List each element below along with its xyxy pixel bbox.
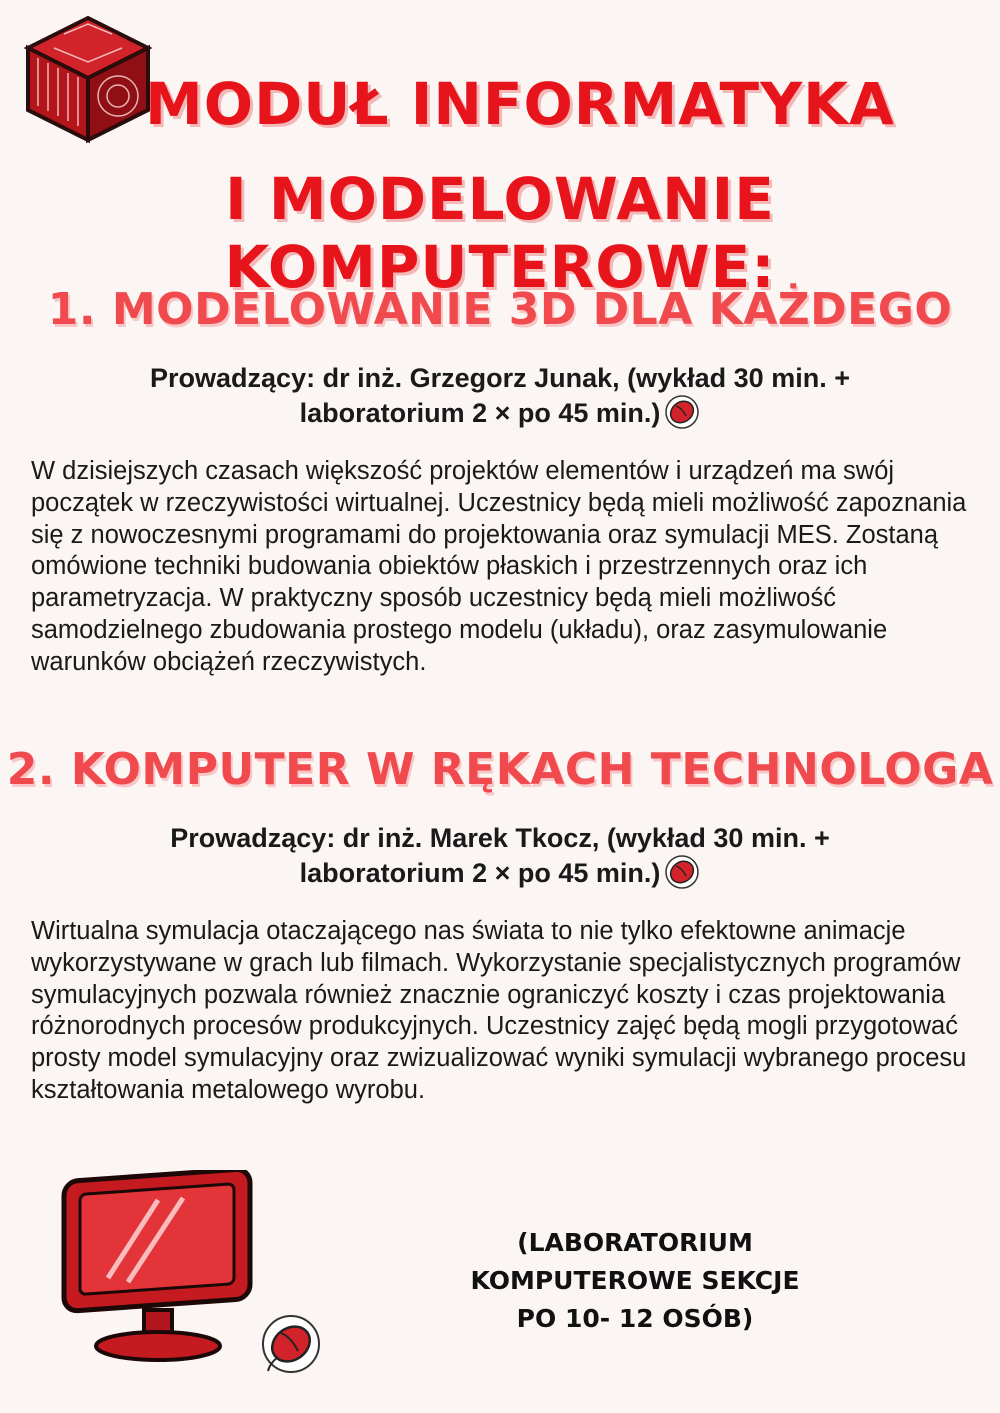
monitor-icon: [58, 1170, 258, 1366]
section-body-2: Wirtualna symulacja otaczającego nas świata to nie tylko efektowne animacje wykorzystywane w grach lub filmach. Wykorzystanie specjalistycznych programów symulacyjnych pozwala również znacznie ograniczyć koszty i czas projektowania różnorodnych procesów produkcyjnych. Uczestnicy zajęć będą mogli przygotować prosty model symulacyjny oraz zwizualizować wyniki symulacji wybranego procesu kształtowania metalowego wyrobu.: [31, 917, 967, 1104]
section-lead-1: [60, 362, 940, 430]
section-lead-2: [60, 822, 940, 890]
page-title-line1: MODUŁ INFORMATYKA: [145, 70, 895, 138]
lab-note: [470, 1224, 800, 1338]
section-heading-1: 1. MODELOWANIE 3D DLA KAŻDEGO: [47, 284, 953, 335]
section-body-1: W dzisiejszych czasach większość projektów elementów i urządzeń ma swój początek w rzeczywistości wirtualnej. Uczestnicy będą mieli możliwość zapoznania się z nowoczesnymi programami do projektowania oraz symulacji MES. Zostaną omówione techniki budowania obiektów płaskich i przestrzennych oraz ich parametryzacja. W praktyczny sposób uczestnicy będą mieli możliwość samodzielnego zbudowania prostego modelu (układu), oraz zasymulowanie warunków obciążeń rzeczywistych.: [31, 457, 967, 676]
page-title-line2: I MODELOWANIE KOMPUTEROWE:: [224, 165, 776, 301]
lead-line: Prowadzący: dr inż. Marek Tkocz, (wykład 30 min. +: [170, 823, 830, 853]
lead-line: Prowadzący: dr inż. Grzegorz Junak, (wykład 30 min. +: [150, 363, 850, 393]
lead-line: laboratorium 2 × po 45 min.): [299, 858, 661, 888]
lab-note-line: PO 10- 12 OSÓB): [516, 1304, 754, 1333]
lab-note-line: (LABORATORIUM: [517, 1228, 753, 1257]
computer-mouse-icon: [664, 394, 700, 430]
computer-mouse-icon: [664, 854, 700, 890]
section-heading-2: 2. KOMPUTER W RĘKACH TECHNOLOGA: [6, 744, 994, 795]
lead-line: laboratorium 2 × po 45 min.): [299, 398, 661, 428]
lab-note-line: KOMPUTEROWE SEKCJE: [470, 1266, 800, 1295]
computer-mouse-icon: [260, 1313, 322, 1375]
